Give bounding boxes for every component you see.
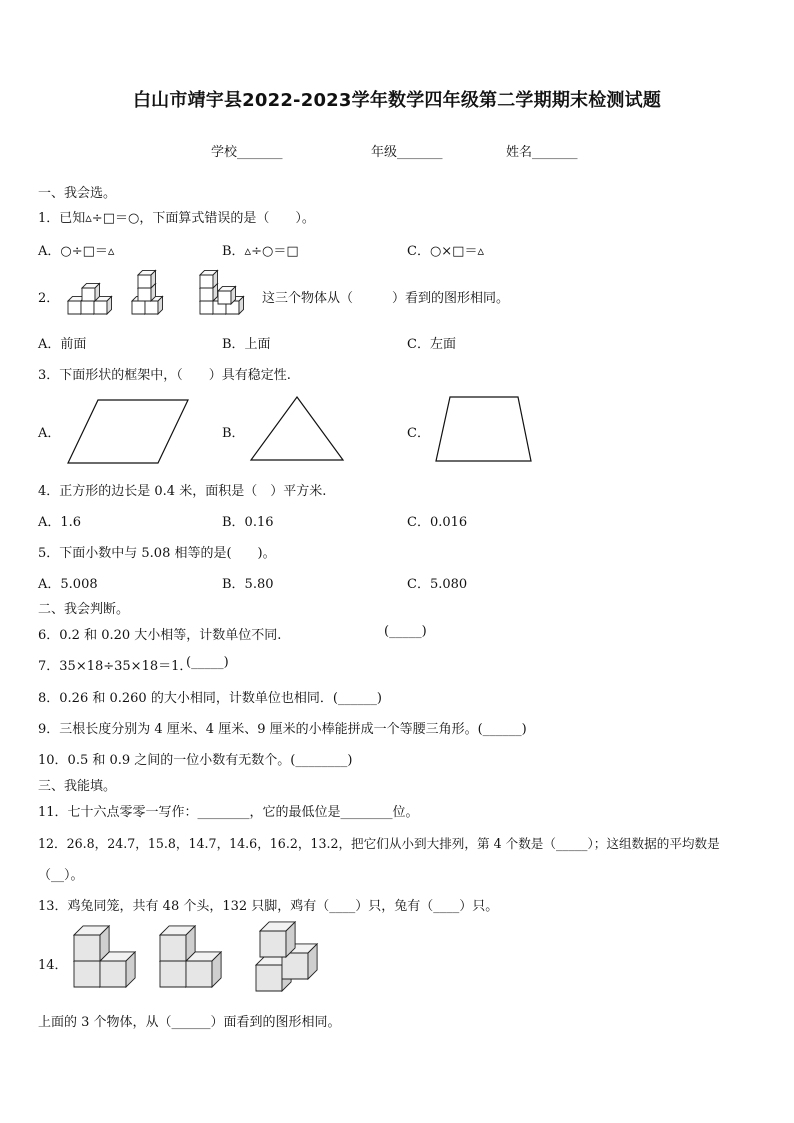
q5-option-b[interactable]: B．5.80 <box>222 577 274 592</box>
q7-answer-blank[interactable]: (_____) <box>186 655 229 670</box>
section-heading-judge: 二、我会判断。 <box>38 602 130 617</box>
question-1: 1．已知▵÷□＝○，下面算式错误的是（ ）。 <box>38 211 315 226</box>
question-5: 5．下面小数中与 5.08 相等的是( )。 <box>38 546 276 561</box>
q1-option-b[interactable]: B．▵÷○＝□ <box>222 244 299 259</box>
trapezoid-shape <box>430 393 540 468</box>
question-4: 4．正方形的边长是 0.4 米，面积是（ ）平方米. <box>38 484 327 499</box>
section-heading-choose: 一、我会选。 <box>38 186 117 201</box>
question-14: 上面的 3 个物体，从（______）面看到的图形相同。 <box>38 1015 341 1030</box>
question-12-continued: （__）。 <box>38 868 84 883</box>
q1-option-a[interactable]: A．○÷□＝▵ <box>38 244 115 259</box>
cube <box>218 286 236 304</box>
q6-answer-blank[interactable]: (_____) <box>384 624 427 639</box>
question-2: 这三个物体从（ ）看到的图形相同。 <box>262 291 510 306</box>
page-title: 白山市靖宇县2022-2023学年数学四年级第二学期期末检测试题 <box>132 90 662 111</box>
q2-option-a[interactable]: A．前面 <box>38 337 87 352</box>
cube <box>138 270 156 288</box>
question-3: 3．下面形状的框架中，（ ）具有稳定性. <box>38 368 291 383</box>
q4-option-b[interactable]: B．0.16 <box>222 515 274 530</box>
question-11: 11．七十六点零零一写作：________，它的最低位是________位。 <box>38 805 419 820</box>
question-9: 9．三根长度分别为 4 厘米、4 厘米、9 厘米的小棒能拼成一个等腰三角形。(______) <box>38 722 527 737</box>
question-14-number: 14． <box>38 958 68 973</box>
q14-cube-figures <box>70 925 330 995</box>
grade-field[interactable]: 年级_______ <box>371 145 443 160</box>
cube <box>82 283 100 301</box>
q2-option-c[interactable]: C．左面 <box>407 337 456 352</box>
q4-option-c[interactable]: C．0.016 <box>407 515 468 530</box>
triangle-shape <box>245 393 350 468</box>
cube <box>186 952 221 987</box>
name-field[interactable]: 姓名_______ <box>506 145 578 160</box>
question-8: 8．0.26 和 0.260 的大小相同，计数单位也相同．(______) <box>38 691 382 706</box>
cube <box>200 270 218 288</box>
cube <box>160 926 195 961</box>
q2-option-b[interactable]: B．上面 <box>222 337 271 352</box>
school-field[interactable]: 学校_______ <box>211 145 283 160</box>
cube <box>100 952 135 987</box>
question-7: 7．35×18÷35×18＝1． <box>38 659 193 674</box>
section-heading-fill: 三、我能填。 <box>38 779 117 794</box>
q5-option-c[interactable]: C．5.080 <box>407 577 468 592</box>
question-12: 12．26.8，24.7，15.8，14.7，14.6，16.2，13.2，把它们从小到大排列，第 4 个数是（_____）；这组数据的平均数是 <box>38 836 720 851</box>
cube <box>260 922 295 957</box>
question-6: 6．0.2 和 0.20 大小相等，计数单位不同. <box>38 628 282 643</box>
question-10: 10．0.5 和 0.9 之间的一位小数有无数个。(________) <box>38 753 353 768</box>
cube <box>74 926 109 961</box>
q3-option-a[interactable]: A． <box>38 426 61 441</box>
question-13: 13．鸡兔同笼，共有 48 个头，132 只脚，鸡有（____）只，兔有（____）只。 <box>38 899 499 914</box>
q2-cube-figures <box>60 270 260 320</box>
q1-option-c[interactable]: C．○×□＝▵ <box>407 244 484 259</box>
q4-option-a[interactable]: A．1.6 <box>38 515 82 530</box>
q5-option-a[interactable]: A．5.008 <box>38 577 98 592</box>
q3-option-c[interactable]: C． <box>407 426 430 441</box>
q3-option-b[interactable]: B． <box>222 426 245 441</box>
parallelogram-shape <box>60 395 195 470</box>
question-2-number: 2． <box>38 291 60 306</box>
